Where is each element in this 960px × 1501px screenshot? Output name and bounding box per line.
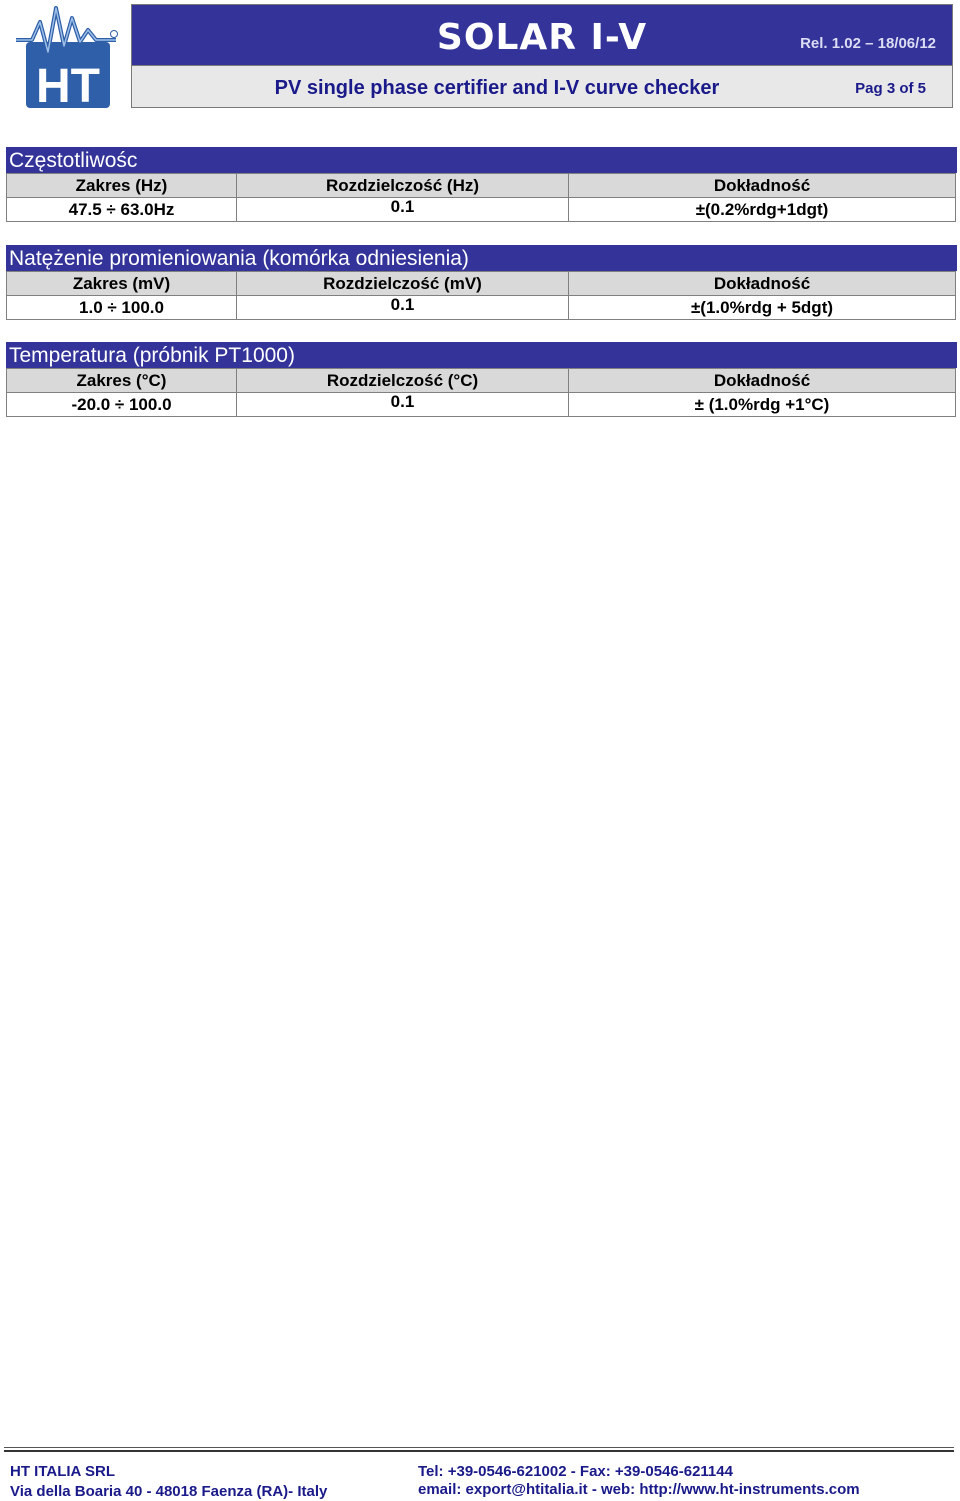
table-header-row bbox=[7, 174, 956, 198]
table-header-row bbox=[7, 369, 956, 393]
page-number: Pag 3 of 5 bbox=[855, 80, 926, 97]
release-info: Rel. 1.02 – 18/06/12 bbox=[800, 35, 936, 52]
table-header-row bbox=[7, 272, 956, 296]
column-header-resolution: Rozdzielczość (mV) bbox=[237, 272, 569, 296]
spec-section-temperature bbox=[6, 342, 957, 417]
footer-company: HT ITALIA SRL bbox=[10, 1463, 115, 1480]
cell-accuracy: ±(0.2%rdg+1dgt) bbox=[569, 198, 956, 222]
spec-section-frequency bbox=[6, 147, 957, 222]
cell-accuracy: ± (1.0%rdg +1°C) bbox=[569, 393, 956, 417]
column-header-accuracy: Dokładność bbox=[569, 369, 956, 393]
footer-phone: Tel: +39-0546-621002 - Fax: +39-0546-621144 bbox=[418, 1463, 733, 1480]
column-header-accuracy: Dokładność bbox=[569, 174, 956, 198]
column-header-accuracy: Dokładność bbox=[569, 272, 956, 296]
footer-divider bbox=[4, 1447, 954, 1448]
column-header-resolution: Rozdzielczość (°C) bbox=[237, 369, 569, 393]
cell-resolution: 0.1 bbox=[237, 393, 569, 417]
product-subtitle: PV single phase certifier and I-V curve checker bbox=[274, 77, 720, 99]
cell-range: -20.0 ÷ 100.0 bbox=[7, 393, 237, 417]
footer-contact: email: export@htitalia.it - web: http://www.ht-instruments.com bbox=[418, 1481, 860, 1498]
spec-section-irradiance bbox=[6, 245, 957, 320]
header-subtitle-bar bbox=[132, 66, 952, 107]
svg-text:HT: HT bbox=[36, 60, 100, 110]
header-title-bar bbox=[132, 5, 952, 66]
cell-resolution: 0.1 bbox=[237, 296, 569, 320]
spec-table bbox=[6, 368, 956, 417]
column-header-range: Zakres (mV) bbox=[7, 272, 237, 296]
column-header-resolution: Rozdzielczość (Hz) bbox=[237, 174, 569, 198]
footer-address: Via della Boaria 40 - 48018 Faenza (RA)- Italy bbox=[10, 1483, 328, 1500]
cell-resolution: 0.1 bbox=[237, 198, 569, 222]
footer-divider bbox=[4, 1450, 954, 1452]
column-header-range: Zakres (°C) bbox=[7, 369, 237, 393]
table-row bbox=[7, 198, 956, 222]
cell-accuracy: ±(1.0%rdg + 5dgt) bbox=[569, 296, 956, 320]
section-title: Temperatura (próbnik PT1000) bbox=[6, 342, 957, 368]
section-title: Natężenie promieniowania (komórka odniesienia) bbox=[6, 245, 957, 271]
cell-range: 47.5 ÷ 63.0Hz bbox=[7, 198, 237, 222]
section-title: Częstotliwośc bbox=[6, 147, 957, 173]
column-header-range: Zakres (Hz) bbox=[7, 174, 237, 198]
header-box bbox=[131, 4, 953, 108]
spec-table bbox=[6, 173, 956, 222]
table-row bbox=[7, 393, 956, 417]
table-row bbox=[7, 296, 956, 320]
cell-range: 1.0 ÷ 100.0 bbox=[7, 296, 237, 320]
spec-table bbox=[6, 271, 956, 320]
product-title: SOLAR I-V bbox=[436, 17, 648, 58]
